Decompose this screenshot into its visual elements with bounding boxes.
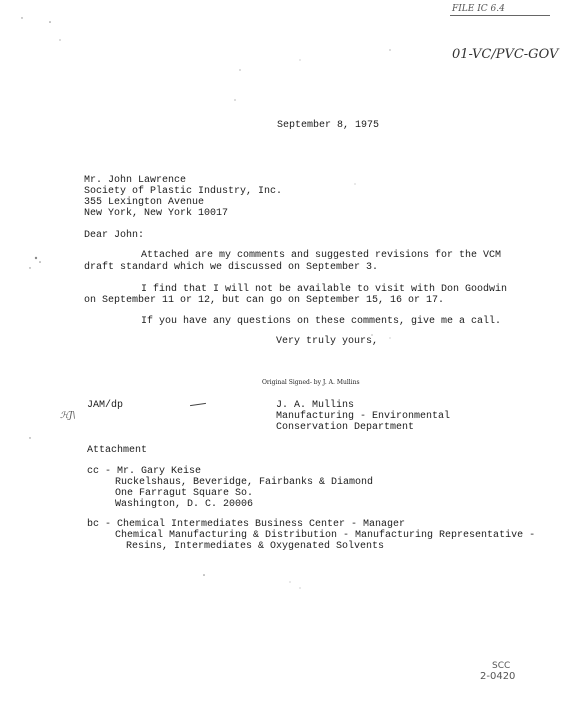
scribble-dash [190,403,206,406]
paragraph-3-line-1: If you have any questions on these comments, give me a call. [141,316,502,327]
file-note-underline [450,15,550,16]
paragraph-2-line-1: I find that I will not be available to visit with Don Goodwin [141,284,508,295]
stamp-line-2: 2-0420 [480,671,516,682]
recipient-street: 355 Lexington Avenue [84,197,205,208]
paragraph-2-line-2: on September 11 or 12, but can go on September 15, 16 or 17. [84,295,445,306]
recipient-name: Mr. John Lawrence [84,175,187,186]
stamp-line-1: SCC [492,661,511,671]
typist-initials: JAM/dp [87,400,124,411]
signer-name: J. A. Mullins [276,400,355,411]
file-note: FILE IC 6.4 [452,4,505,14]
cc-line-1: cc - Mr. Gary Keise [87,466,202,477]
cc-line-3: One Farragut Square So. [115,488,254,499]
original-signed-note: Original Signed- by J. A. Mullins [262,379,360,386]
handwritten-code: 01-VC/PVC-GOV [452,47,559,62]
scribble-mark: ℋJ\ [60,411,76,421]
attachment-label: Attachment [87,445,148,456]
signer-title-line-2: Conservation Department [276,422,415,433]
paragraph-1-line-2: draft standard which we discussed on September 3. [84,262,379,273]
signer-title-line-1: Manufacturing - Environmental [276,411,451,422]
recipient-org: Society of Plastic Industry, Inc. [84,186,283,197]
cc-line-2: Ruckelshaus, Beveridge, Fairbanks & Diamond [115,477,374,488]
recipient-city: New York, New York 10017 [84,208,229,219]
bc-line-1: bc - Chemical Intermediates Business Center - Manager [87,519,406,530]
bc-line-3: Resins, Intermediates & Oxygenated Solvents [126,541,385,552]
salutation: Dear John: [84,230,145,241]
closing: Very truly yours, [276,336,379,347]
bc-line-2: Chemical Manufacturing & Distribution - Manufacturing Representative - [115,530,536,541]
letter-date: September 8, 1975 [277,120,380,131]
cc-line-4: Washington, D. C. 20006 [115,499,254,510]
paragraph-1-line-1: Attached are my comments and suggested revisions for the VCM [141,250,502,261]
